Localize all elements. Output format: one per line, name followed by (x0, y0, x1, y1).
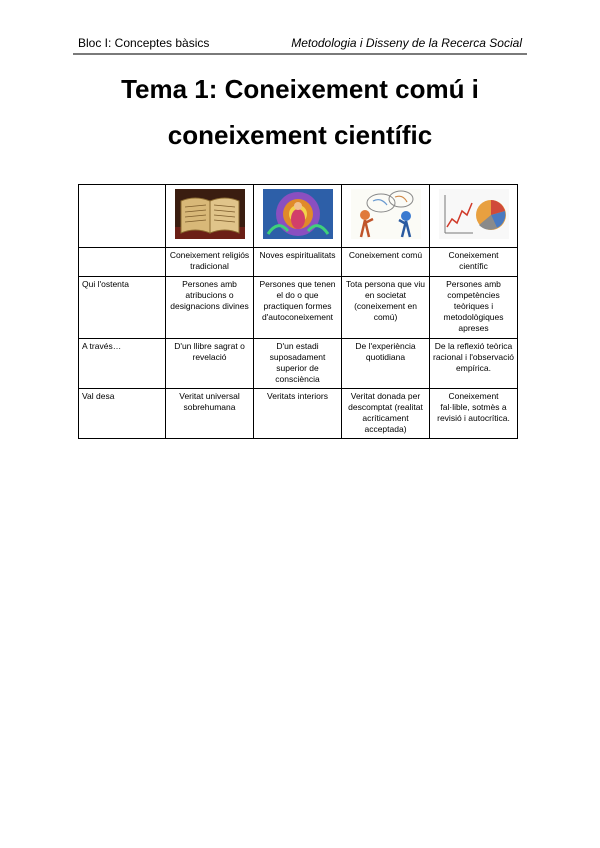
table-cell: Persones amb competències teòriques i metodològiques apreses (430, 277, 518, 339)
image-cell (342, 185, 430, 248)
empty-label-cell (79, 248, 166, 277)
table-cell: Persones amb atribucions o designacions divines (166, 277, 254, 339)
page-header (78, 34, 522, 52)
page-title (60, 66, 540, 158)
image-row (79, 185, 518, 248)
title-line-1: Tema 1: Coneixement comú i (121, 74, 479, 104)
column-header: Coneixement religiós tradicional (166, 248, 254, 277)
table-cell: Tota persona que viu en societat (coneixement en comú) (342, 277, 430, 339)
column-header: Noves espiritualitats (254, 248, 342, 277)
table-cell: Coneixement fal·lible, sotmès a revisió i autocrítica. (430, 389, 518, 439)
header-divider (73, 53, 527, 55)
table-cell: De l'experiència quotidiana (342, 339, 430, 389)
thinking-people-image (351, 189, 421, 239)
table-cell: Persones que tenen el do o que practiquen formes d'autoconeixement (254, 277, 342, 339)
table-row (79, 339, 518, 389)
column-name-row (79, 248, 518, 277)
table-cell: De la reflexió teòrica racional i l'observació empírica. (430, 339, 518, 389)
image-cell (430, 185, 518, 248)
image-cell (166, 185, 254, 248)
header-section-title: Bloc I: Conceptes bàsics (78, 36, 210, 50)
row-label: A través… (79, 339, 166, 389)
table-cell: Veritat universal sobrehumana (166, 389, 254, 439)
scientific-chart-image (439, 189, 509, 239)
image-cell (254, 185, 342, 248)
column-header: Coneixement comú (342, 248, 430, 277)
table-cell: D'un estadi suposadament superior de consciència (254, 339, 342, 389)
table-row (79, 389, 518, 439)
spiritual-art-image (263, 189, 333, 239)
table-row (79, 277, 518, 339)
title-line-2: coneixement científic (167, 120, 433, 150)
table-cell: Veritat donada per descomptat (realitat acríticament acceptada) (342, 389, 430, 439)
row-label: Val desa (79, 389, 166, 439)
empty-corner-cell (79, 185, 166, 248)
knowledge-comparison-table (78, 184, 518, 439)
table-cell: D'un llibre sagrat o revelació (166, 339, 254, 389)
row-label: Qui l'ostenta (79, 277, 166, 339)
ancient-book-image (175, 189, 245, 239)
header-course-title: Metodologia i Disseny de la Recerca Social (291, 36, 522, 50)
table-cell: Veritats interiors (254, 389, 342, 439)
column-header: Coneixement científic (430, 248, 518, 277)
